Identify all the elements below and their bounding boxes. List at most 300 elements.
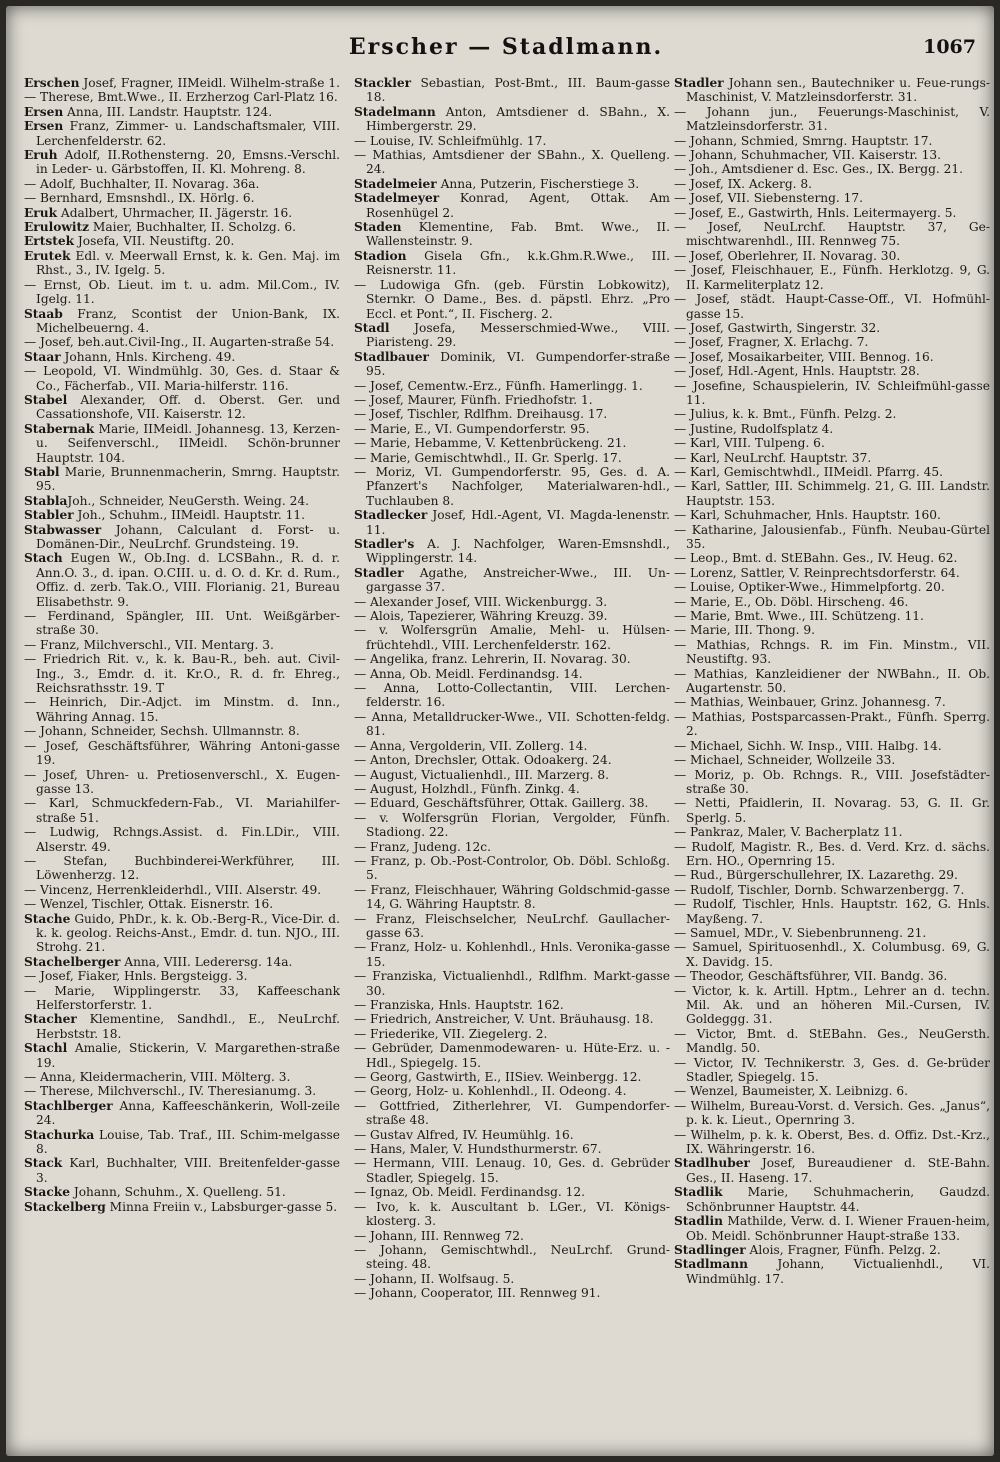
directory-column-2 bbox=[354, 76, 670, 1456]
entry-text: — Katharine, Jalousienfab., Fünfh. Neubau-Gürtel 35. bbox=[674, 522, 990, 551]
entry-surname: Stabel bbox=[24, 392, 68, 407]
entry-text: — Victor, k. k. Artill. Hptm., Lehrer an d. techn. Mil. Ak. und an höheren Mil.-Cursen, IV. Goldeggg. 31. bbox=[674, 983, 990, 1027]
entry-text: Gisela Gfn., k.k.Ghm.R.Wwe., III. Reisnerstr. 11. bbox=[366, 248, 670, 278]
entry-text: — Josef, Fragner, X. Erlachg. 7. bbox=[674, 335, 869, 350]
entry-text: Johann, Calculant d. Forst- u. Domänen-Dir., NeuLrchf. Grundsteing. 19. bbox=[36, 522, 340, 551]
directory-entry bbox=[24, 393, 340, 422]
entry-text: — Franz, p. Ob.-Post-Controlor, Ob. Döbl. Schloßg. 5. bbox=[354, 853, 670, 883]
directory-entry bbox=[354, 407, 670, 421]
directory-entry bbox=[354, 1286, 670, 1300]
entry-text: Sebastian, Post-Bmt., III. Baum-gasse 18. bbox=[366, 76, 670, 105]
entry-surname: Stacher bbox=[24, 1012, 77, 1027]
directory-entry bbox=[24, 984, 340, 1013]
directory-entry bbox=[24, 897, 340, 911]
directory-entry bbox=[354, 1243, 670, 1272]
directory-entry bbox=[354, 1084, 670, 1098]
directory-entry bbox=[674, 350, 990, 364]
directory-entry bbox=[24, 768, 340, 797]
entry-text: — Franz, Milchverschl., VII. Mentarg. 3. bbox=[24, 637, 274, 652]
directory-entry bbox=[674, 551, 990, 565]
directory-entry bbox=[24, 278, 340, 307]
entry-surname: Ersen bbox=[24, 119, 64, 134]
directory-entry bbox=[24, 854, 340, 883]
entry-text: — Louise, IV. Schleifmühlg. 17. bbox=[354, 133, 547, 148]
directory-entry bbox=[24, 234, 340, 248]
entry-text: — Justine, Rudolfsplatz 4. bbox=[674, 421, 834, 436]
entry-text: Marie, Brunnenmacherin, Smrng. Hauptstr. 95. bbox=[36, 464, 340, 494]
entry-text: — Gottfried, Zitherlehrer, VI. Gumpendorfer-straße 48. bbox=[354, 1098, 670, 1128]
entry-surname: Eruk bbox=[24, 205, 58, 220]
entry-text: Guido, PhDr., k. k. Ob.-Berg-R., Vice-Dir. d. k. k. geolog. Reichs-Anst., Emdr. d. tun. NJO., III. Strohg. 21. bbox=[36, 911, 340, 955]
entry-text: — Josef, städt. Haupt-Casse-Off., VI. Hofmühl-gasse 15. bbox=[674, 292, 990, 321]
directory-entry bbox=[24, 796, 340, 825]
directory-entry bbox=[24, 1200, 340, 1214]
directory-entry bbox=[24, 350, 340, 364]
entry-text: — Josef, E., Gastwirth, Hnls. Leitermayerg. 5. bbox=[674, 205, 957, 220]
directory-entry bbox=[24, 551, 340, 609]
entry-text: — Johann, III. Rennweg 72. bbox=[354, 1228, 524, 1243]
entry-text: Josef, Fragner, IIMeidl. Wilhelm-straße 1. bbox=[79, 76, 340, 90]
entry-text: — Netti, Pfaidlerin, II. Novarag. 53, G. II. Gr. Sperlg. 5. bbox=[674, 796, 990, 825]
directory-entry bbox=[354, 811, 670, 840]
directory-entry bbox=[354, 912, 670, 941]
directory-entry bbox=[674, 407, 990, 421]
directory-entry bbox=[24, 335, 340, 349]
directory-entry bbox=[24, 969, 340, 983]
entry-text: Anna, Putzerin, Fischerstiege 3. bbox=[436, 176, 640, 191]
entry-text: Joh., Schneider, NeuGersth. Weing. 24. bbox=[67, 493, 309, 508]
entry-text: Konrad, Agent, Ottak. Am Rosenhügel 2. bbox=[366, 191, 670, 220]
entry-text: — Marie, Gemischtwhdl., II. Gr. Sperlg. 17. bbox=[354, 450, 622, 465]
entry-text: — Johann, Cooperator, III. Rennweg 91. bbox=[354, 1286, 601, 1301]
entry-text: — Marie, E., Ob. Döbl. Hirscheng. 46. bbox=[674, 594, 909, 609]
entry-text: — Ernst, Ob. Lieut. im t. u. adm. Mil.Com., IV. Igelg. 11. bbox=[24, 277, 340, 307]
entry-text: Josefa, Messerschmied-Wwe., VIII. Piaristeng. 29. bbox=[366, 320, 670, 350]
entry-surname: Stadlinger bbox=[674, 1242, 746, 1257]
entry-text: — Rudolf, Tischler, Hnls. Hauptstr. 162, G. Hnls. Mayßeng. 7. bbox=[674, 897, 990, 926]
directory-entry bbox=[24, 638, 340, 652]
entry-text: — Ivo, k. k. Auscultant b. LGer., VI. Königs-klosterg. 3. bbox=[354, 1199, 670, 1229]
entry-surname: Stache bbox=[24, 911, 71, 926]
entry-text: — Georg, Holz- u. Kohlenhdl., II. Odeong. 4. bbox=[354, 1084, 627, 1099]
directory-entry bbox=[24, 652, 340, 695]
directory-entry bbox=[24, 508, 340, 522]
directory-entry bbox=[674, 1156, 990, 1185]
directory-entry bbox=[354, 969, 670, 998]
directory-entry bbox=[24, 220, 340, 234]
entry-surname: Stack bbox=[24, 1156, 63, 1171]
directory-entry bbox=[674, 926, 990, 940]
directory-column-3 bbox=[674, 76, 990, 1456]
directory-entry bbox=[674, 379, 990, 408]
entry-text: Klementine, Fab. Bmt. Wwe., II. Wallensteinstr. 9. bbox=[366, 220, 670, 249]
directory-entry bbox=[354, 350, 670, 379]
directory-entry bbox=[354, 1156, 670, 1185]
directory-entry bbox=[24, 1041, 340, 1070]
page-header bbox=[6, 34, 1000, 64]
entry-text: Louise, Tab. Traf., III. Schim-melgasse 8. bbox=[36, 1127, 340, 1157]
entry-text: — Anna, Vergolderin, VII. Zollerg. 14. bbox=[354, 738, 588, 753]
directory-entry bbox=[24, 90, 340, 104]
entry-text: Johann sen., Bautechniker u. Feue-rungs-Maschinist, V. Matzleinsdorferstr. 31. bbox=[686, 76, 990, 105]
directory-entry bbox=[354, 1012, 670, 1026]
entry-text: — Rud., Bürgerschullehrer, IX. Lazarethg. 29. bbox=[674, 868, 958, 883]
directory-page bbox=[6, 6, 994, 1456]
entry-surname: Ersen bbox=[24, 104, 64, 119]
directory-entry bbox=[354, 422, 670, 436]
entry-text: — Franziska, Victualienhdl., Rdlfhm. Markt-gasse 30. bbox=[354, 969, 670, 998]
entry-surname: Stachelberger bbox=[24, 954, 121, 969]
entry-text: — Josef, Cementw.-Erz., Fünfh. Hamerlingg. 1. bbox=[354, 378, 643, 393]
directory-entry bbox=[24, 883, 340, 897]
entry-text: Anna, VIII. Lederersg. 14a. bbox=[120, 954, 293, 969]
entry-text: Johann, Schuhm., X. Quelleng. 51. bbox=[69, 1185, 286, 1200]
directory-entry bbox=[354, 753, 670, 767]
entry-text: — August, Victualienhdl., III. Marzerg. 8. bbox=[354, 767, 610, 782]
entry-text: Edl. v. Meerwall Ernst, k. k. Gen. Maj. im Rhst., 3., IV. Igelg. 5. bbox=[36, 248, 340, 278]
entry-text: — Ferdinand, Spängler, III. Unt. Weißgärber-straße 30. bbox=[24, 609, 340, 638]
directory-entry bbox=[674, 940, 990, 969]
directory-entry bbox=[354, 940, 670, 969]
directory-entry bbox=[674, 134, 990, 148]
entry-text: — v. Wolfersgrün Amalie, Mehl- u. Hülsen-früchtehdl., VIII. Lerchenfelderstr. 162. bbox=[354, 623, 670, 652]
entry-surname: Staar bbox=[24, 349, 61, 364]
entry-text: Minna Freiin v., Labsburger-gasse 5. bbox=[105, 1199, 338, 1214]
directory-entry bbox=[354, 710, 670, 739]
entry-text: — Franz, Fleischhauer, Währing Goldschmid-gasse 14, G. Währing Hauptstr. 8. bbox=[354, 882, 670, 912]
directory-entry bbox=[674, 335, 990, 349]
directory-entry bbox=[674, 321, 990, 335]
entry-surname: Stadler bbox=[674, 76, 724, 90]
entry-text: — Josef, Maurer, Fünfh. Friedhofstr. 1. bbox=[354, 392, 593, 407]
entry-surname: Erschen bbox=[24, 76, 80, 90]
entry-text: — Stefan, Buchbinderei-Werkführer, III. Löwenherzg. 12. bbox=[24, 853, 340, 883]
entry-text: — Josefine, Schauspielerin, IV. Schleifmühl-gasse 11. bbox=[674, 378, 990, 407]
entry-text: — Georg, Gastwirth, E., IISiev. Weinbergg. 12. bbox=[354, 1070, 642, 1085]
directory-entry bbox=[674, 263, 990, 292]
entry-surname: Stabla bbox=[24, 493, 68, 508]
entry-text: Marie, IIMeidl. Johannesg. 13, Kerzen- u. Seifenverschl., IIMeidl. Schön-brunner Hauptstr. 104. bbox=[36, 421, 340, 465]
directory-entry bbox=[674, 206, 990, 220]
directory-entry bbox=[24, 148, 340, 177]
directory-entry bbox=[674, 1056, 990, 1085]
directory-entry bbox=[24, 1012, 340, 1041]
entry-text: — Angelika, franz. Lehrerin, II. Novarag. 30. bbox=[354, 652, 631, 667]
entry-surname: Eruh bbox=[24, 148, 58, 163]
entry-text: — Hans, Maler, V. Hundsthurmerstr. 67. bbox=[354, 1142, 602, 1157]
directory-entry bbox=[674, 595, 990, 609]
directory-entry bbox=[354, 667, 670, 681]
entry-text: Klementine, Sandhdl., E., NeuLrchf. Herbststr. 18. bbox=[36, 1012, 340, 1041]
entry-text: — Ludwig, Rchngs.Assist. d. Fin.LDir., VIII. Alserstr. 49. bbox=[24, 825, 340, 854]
directory-entry bbox=[674, 969, 990, 983]
directory-entry bbox=[674, 105, 990, 134]
entry-text: — Friedrich, Anstreicher, V. Unt. Bräuhausg. 18. bbox=[354, 1012, 654, 1027]
directory-entry bbox=[674, 422, 990, 436]
directory-entry bbox=[674, 825, 990, 839]
entry-text: — Vincenz, Herrenkleiderhdl., VIII. Alserstr. 49. bbox=[24, 882, 322, 897]
directory-entry bbox=[674, 638, 990, 667]
directory-entry bbox=[24, 76, 340, 90]
directory-entry bbox=[24, 1070, 340, 1084]
directory-entry bbox=[674, 191, 990, 205]
directory-entry bbox=[674, 436, 990, 450]
entry-text: — Karl, Schuhmacher, Hnls. Hauptstr. 160. bbox=[674, 508, 941, 523]
entry-surname: Stadelmann bbox=[354, 104, 436, 119]
entry-text: — Michael, Sichh. W. Insp., VIII. Halbg. 14. bbox=[674, 738, 942, 753]
entry-surname: Stabl bbox=[24, 464, 60, 479]
entry-text: Anna, III. Landstr. Hauptstr. 124. bbox=[63, 104, 273, 119]
entry-text: — Rudolf, Tischler, Dornb. Schwarzenbergg. 7. bbox=[674, 882, 965, 897]
directory-entry bbox=[354, 1185, 670, 1199]
entry-text: — Mathias, Postsparcassen-Prakt., Fünfh. Sperrg. 2. bbox=[674, 709, 990, 739]
directory-entry bbox=[354, 782, 670, 796]
directory-entry bbox=[354, 537, 670, 566]
entry-text: — Leopold, VI. Windmühlg. 30, Ges. d. Staar & Co., Fächerfab., VII. Maria-hilferstr. 116. bbox=[24, 364, 340, 393]
directory-entry bbox=[354, 652, 670, 666]
directory-entry bbox=[354, 739, 670, 753]
entry-text: — Josef, Mosaikarbeiter, VIII. Bennog. 16. bbox=[674, 349, 934, 364]
entry-text: — Franziska, Hnls. Hauptstr. 162. bbox=[354, 998, 564, 1012]
directory-entry bbox=[24, 1128, 340, 1157]
entry-text: Mathilde, Verw. d. I. Wiener Frauen-heim, Ob. Meidl. Schönbrunner Haupt-straße 133. bbox=[686, 1214, 990, 1243]
entry-text: Johann, Hnls. Kircheng. 49. bbox=[60, 349, 236, 364]
directory-entry bbox=[674, 739, 990, 753]
entry-text: — Anna, Ob. Meidl. Ferdinandsg. 14. bbox=[354, 666, 583, 681]
entry-text: — Anna, Kleidermacherin, VIII. Mölterg. 3. bbox=[24, 1070, 291, 1085]
directory-entry bbox=[674, 840, 990, 869]
entry-text: — Anna, Lotto-Collectantin, VIII. Lerchen-felderstr. 16. bbox=[354, 681, 670, 710]
entry-text: — Karl, Gemischtwhdl., IIMeidl. Pfarrg. 45. bbox=[674, 464, 943, 479]
directory-entry bbox=[24, 307, 340, 336]
entry-text: Dominik, VI. Gumpendorfer-straße 95. bbox=[366, 349, 670, 379]
directory-entry bbox=[674, 1257, 990, 1286]
entry-text: — Pankraz, Maler, V. Bacherplatz 11. bbox=[674, 825, 903, 840]
directory-entry bbox=[354, 148, 670, 177]
entry-surname: Stadler's bbox=[354, 537, 415, 551]
entry-text: — Marie, Bmt. Wwe., III. Schützeng. 11. bbox=[674, 609, 924, 624]
entry-text: — Friedrich Rit. v., k. k. Bau-R., beh. aut. Civil-Ing., 3., Emdr. d. it. Kr.O., R. d. fr. Ehreg., Reichsrathsstr. 19. T bbox=[24, 652, 340, 696]
directory-entry bbox=[354, 566, 670, 595]
entry-text: — Ludowiga Gfn. (geb. Fürstin Lobkowitz), Sternkr. O Dame., Bes. d. päpstl. Ehrz. „Pro Eccl. et Pont.“, II. Fischerg. 2. bbox=[354, 277, 670, 321]
directory-entry bbox=[24, 422, 340, 465]
directory-entry bbox=[674, 364, 990, 378]
directory-entry bbox=[354, 1070, 670, 1084]
directory-entry bbox=[674, 566, 990, 580]
entry-text: — Josef, Hdl.-Agent, Hnls. Hauptstr. 28. bbox=[674, 364, 920, 379]
directory-entry bbox=[674, 1214, 990, 1243]
entry-text: — Alexander Josef, VIII. Wickenburgg. 3. bbox=[354, 594, 608, 609]
directory-entry bbox=[354, 321, 670, 350]
entry-text: — Gebrüder, Damenmodewaren- u. Hüte-Erz. u. -Hdl., Spiegelg. 15. bbox=[354, 1041, 670, 1070]
entry-surname: Stadlmann bbox=[674, 1257, 748, 1272]
entry-text: — Josef, Gastwirth, Singerstr. 32. bbox=[674, 320, 881, 335]
entry-text: — Marie, Hebamme, V. Kettenbrückeng. 21. bbox=[354, 436, 627, 451]
directory-entry bbox=[24, 1185, 340, 1199]
entry-surname: Stadlhuber bbox=[674, 1156, 750, 1171]
directory-entry bbox=[24, 955, 340, 969]
entry-text: — Franz, Judeng. 12c. bbox=[354, 839, 491, 854]
entry-text: — Wenzel, Baumeister, X. Leibnizg. 6. bbox=[674, 1084, 909, 1099]
directory-entry bbox=[354, 681, 670, 710]
entry-text: Alois, Fragner, Fünfh. Pelzg. 2. bbox=[745, 1242, 941, 1257]
entry-text: Josef, Bureaudiener d. StE-Bahn. Ges., II. Haseng. 17. bbox=[686, 1156, 990, 1185]
entry-surname: Stadlik bbox=[674, 1185, 723, 1200]
entry-text: — Mathias, Amtsdiener der SBahn., X. Quelleng. 24. bbox=[354, 148, 670, 177]
entry-text: Marie, Schuhmacherin, Gaudzd. Schönbrunner Hauptstr. 44. bbox=[686, 1185, 990, 1214]
directory-entry bbox=[24, 191, 340, 205]
entry-surname: Stachlberger bbox=[24, 1098, 113, 1113]
directory-entry bbox=[24, 739, 340, 768]
entry-text: — Heinrich, Dir.-Adjct. im Minstm. d. Inn., Währing Annag. 15. bbox=[24, 695, 340, 724]
entry-text: — Josef, Fiaker, Hnls. Bergsteigg. 3. bbox=[24, 969, 248, 984]
entry-text: — Josef, beh.aut.Civil-Ing., II. Augarten-straße 54. bbox=[24, 335, 335, 350]
entry-text: — Franz, Fleischselcher, NeuLrchf. Gaullacher-gasse 63. bbox=[354, 911, 670, 940]
entry-text: — Leop., Bmt. d. StEBahn. Ges., IV. Heug. 62. bbox=[674, 551, 958, 566]
entry-surname: Stadler bbox=[354, 565, 404, 580]
entry-text: Adalbert, Uhrmacher, II. Jägerstr. 16. bbox=[57, 205, 293, 220]
directory-entry bbox=[354, 1041, 670, 1070]
entry-surname: Stadlin bbox=[674, 1214, 723, 1229]
entry-surname: Stackelberg bbox=[24, 1199, 106, 1214]
entry-surname: Stadelmeier bbox=[354, 176, 437, 191]
directory-entry bbox=[354, 393, 670, 407]
entry-text: — Josef, Fleischhauer, E., Fünfh. Herklotzg. 9, G. II. Karmeliterplatz 12. bbox=[674, 263, 990, 292]
entry-surname: Stach bbox=[24, 551, 63, 566]
directory-entry bbox=[354, 76, 670, 105]
directory-entry bbox=[24, 105, 340, 119]
directory-entry bbox=[354, 1229, 670, 1243]
directory-entry bbox=[354, 1099, 670, 1128]
directory-entry bbox=[354, 1027, 670, 1041]
entry-text: — August, Holzhdl., Fünfh. Zinkg. 4. bbox=[354, 781, 580, 796]
directory-entry bbox=[24, 364, 340, 393]
directory-entry bbox=[24, 609, 340, 638]
directory-entry bbox=[354, 854, 670, 883]
entry-text: — Ignaz, Ob. Meidl. Ferdinandsg. 12. bbox=[354, 1185, 586, 1200]
directory-entry bbox=[674, 479, 990, 508]
entry-text: — Josef, NeuLrchf. Hauptstr. 37, Ge-mischtwarenhdl., III. Rennweg 75. bbox=[674, 220, 990, 249]
directory-entry bbox=[674, 984, 990, 1027]
directory-entry bbox=[354, 883, 670, 912]
directory-column-1 bbox=[24, 76, 340, 1456]
directory-entry bbox=[24, 206, 340, 220]
entry-text: — Theodor, Geschäftsführer, VII. Bandg. 36. bbox=[674, 969, 948, 984]
directory-entry bbox=[354, 134, 670, 148]
directory-entry bbox=[354, 177, 670, 191]
directory-entry bbox=[24, 825, 340, 854]
entry-surname: Stadelmeyer bbox=[354, 191, 440, 206]
directory-entry bbox=[354, 220, 670, 249]
entry-surname: Stachurka bbox=[24, 1127, 95, 1142]
directory-entry bbox=[354, 436, 670, 450]
entry-surname: Erutek bbox=[24, 248, 71, 263]
directory-entry bbox=[354, 465, 670, 508]
entry-surname: Stachl bbox=[24, 1041, 68, 1056]
entry-text: Maier, Buchhalter, II. Scholzg. 6. bbox=[89, 220, 297, 235]
entry-text: — Josef, IX. Ackerg. 8. bbox=[674, 176, 813, 191]
entry-surname: Stadlecker bbox=[354, 508, 428, 523]
entry-text: — Victor, IV. Technikerstr. 3, Ges. d. Ge-brüder Stadler, Spiegelg. 15. bbox=[674, 1055, 990, 1085]
directory-entry bbox=[24, 1156, 340, 1185]
directory-entry bbox=[674, 508, 990, 522]
directory-entry bbox=[674, 76, 990, 105]
directory-entry bbox=[674, 177, 990, 191]
directory-entry bbox=[354, 595, 670, 609]
entry-surname: Stadion bbox=[354, 248, 407, 263]
entry-surname: Stackler bbox=[354, 76, 411, 90]
entry-text: Anton, Amtsdiener d. SBahn., X. Himbergerstr. 29. bbox=[366, 104, 670, 134]
entry-text: — Karl, Schmuckfedern-Fab., VI. Mariahilfer-straße 51. bbox=[24, 796, 340, 825]
entry-surname: Stabernak bbox=[24, 421, 95, 436]
directory-entry bbox=[354, 1142, 670, 1156]
entry-text: — Marie, E., VI. Gumpendorferstr. 95. bbox=[354, 421, 590, 436]
entry-surname: Stabler bbox=[24, 508, 74, 523]
entry-text: — Johann, II. Wolfsaug. 5. bbox=[354, 1271, 515, 1286]
entry-text: — Johann, Schmied, Smrng. Hauptstr. 17. bbox=[674, 133, 933, 148]
directory-entry bbox=[354, 1200, 670, 1229]
directory-entry bbox=[24, 912, 340, 955]
directory-entry bbox=[354, 998, 670, 1012]
entry-text: Eugen W., Ob.Ing. d. LCSBahn., R. d. r. Ann.O. 3., d. ipan. O.CIII. u. d. O. d. Kr. d. Rum., Offiz. d. zerb. Tak.O., VIII. Florianig. 21, Bureau Elisabethstr. 9. bbox=[36, 551, 340, 609]
directory-entry bbox=[354, 796, 670, 810]
directory-entry bbox=[674, 1084, 990, 1098]
directory-entry bbox=[674, 768, 990, 797]
directory-entry bbox=[674, 162, 990, 176]
directory-entry bbox=[674, 1099, 990, 1128]
directory-entry bbox=[354, 1128, 670, 1142]
entry-text: Adolf, II.Rothensterng. 20, Emsns.-Verschl. in Leder- u. Gärbstoffen, II. Kl. Mohreng. 8. bbox=[36, 148, 340, 177]
entry-surname: Stacke bbox=[24, 1185, 70, 1200]
entry-text: — Rudolf, Magistr. R., Bes. d. Verd. Krz. d. sächs. Ern. HO., Opernring 15. bbox=[674, 839, 990, 868]
entry-surname: Staden bbox=[354, 220, 402, 235]
directory-entry bbox=[354, 249, 670, 278]
entry-text: — Therese, Bmt.Wwe., II. Erzherzog Carl-Platz 16. bbox=[24, 90, 338, 105]
directory-entry bbox=[674, 1243, 990, 1257]
directory-entry bbox=[354, 105, 670, 134]
directory-entry bbox=[674, 580, 990, 594]
directory-entry bbox=[354, 379, 670, 393]
entry-text: — Mathias, Kanzleidiener der NWBahn., II. Ob. Augartenstr. 50. bbox=[674, 666, 990, 696]
entry-text: — Hermann, VIII. Lenaug. 10, Ges. d. Gebrüder Stadler, Spiegelg. 15. bbox=[354, 1156, 670, 1185]
entry-text: — Bernhard, Emsnshdl., IX. Hörlg. 6. bbox=[24, 191, 255, 206]
entry-text: — Moriz, VI. Gumpendorferstr. 95, Ges. d. A. Pfanzert's Nachfolger, Materialwaren-hdl., Tuchlauben 8. bbox=[354, 464, 670, 508]
directory-entry bbox=[674, 796, 990, 825]
entry-text: — Samuel, Spirituosenhdl., X. Columbusg. 69, G. X. Davidg. 15. bbox=[674, 940, 990, 969]
entry-text: — Josef, VII. Siebensterng. 17. bbox=[674, 191, 864, 206]
directory-entry bbox=[24, 119, 340, 148]
entry-text: — Alois, Tapezierer, Währing Kreuzg. 39. bbox=[354, 609, 608, 624]
entry-surname: Erulowitz bbox=[24, 220, 90, 235]
directory-entry bbox=[354, 508, 670, 537]
entry-text: Amalie, Stickerin, V. Margarethen-straße 19. bbox=[36, 1041, 340, 1070]
directory-entry bbox=[674, 220, 990, 249]
directory-entry bbox=[674, 451, 990, 465]
directory-entry bbox=[674, 710, 990, 739]
page-number: 1067 bbox=[923, 36, 976, 58]
directory-entry bbox=[674, 609, 990, 623]
directory-entry bbox=[24, 465, 340, 494]
entry-text: — Johann, Schuhmacher, VII. Kaiserstr. 13. bbox=[674, 148, 942, 163]
directory-entry bbox=[354, 609, 670, 623]
entry-text: — Marie, Wipplingerstr. 33, Kaffeeschank Helferstorferstr. 1. bbox=[24, 983, 340, 1012]
entry-text: — v. Wolfersgrün Florian, Vergolder, Fünfh. Stadiong. 22. bbox=[354, 810, 670, 840]
entry-text: — Gustav Alfred, IV. Heumühlg. 16. bbox=[354, 1127, 574, 1142]
directory-entry bbox=[24, 695, 340, 724]
entry-text: — Mathias, Rchngs. R. im Fin. Minstm., VII. Neustiftg. 93. bbox=[674, 637, 990, 667]
entry-text: — Karl, Sattler, III. Schimmelg. 21, G. III. Landstr. Hauptstr. 153. bbox=[674, 479, 990, 508]
directory-entry bbox=[24, 1099, 340, 1128]
